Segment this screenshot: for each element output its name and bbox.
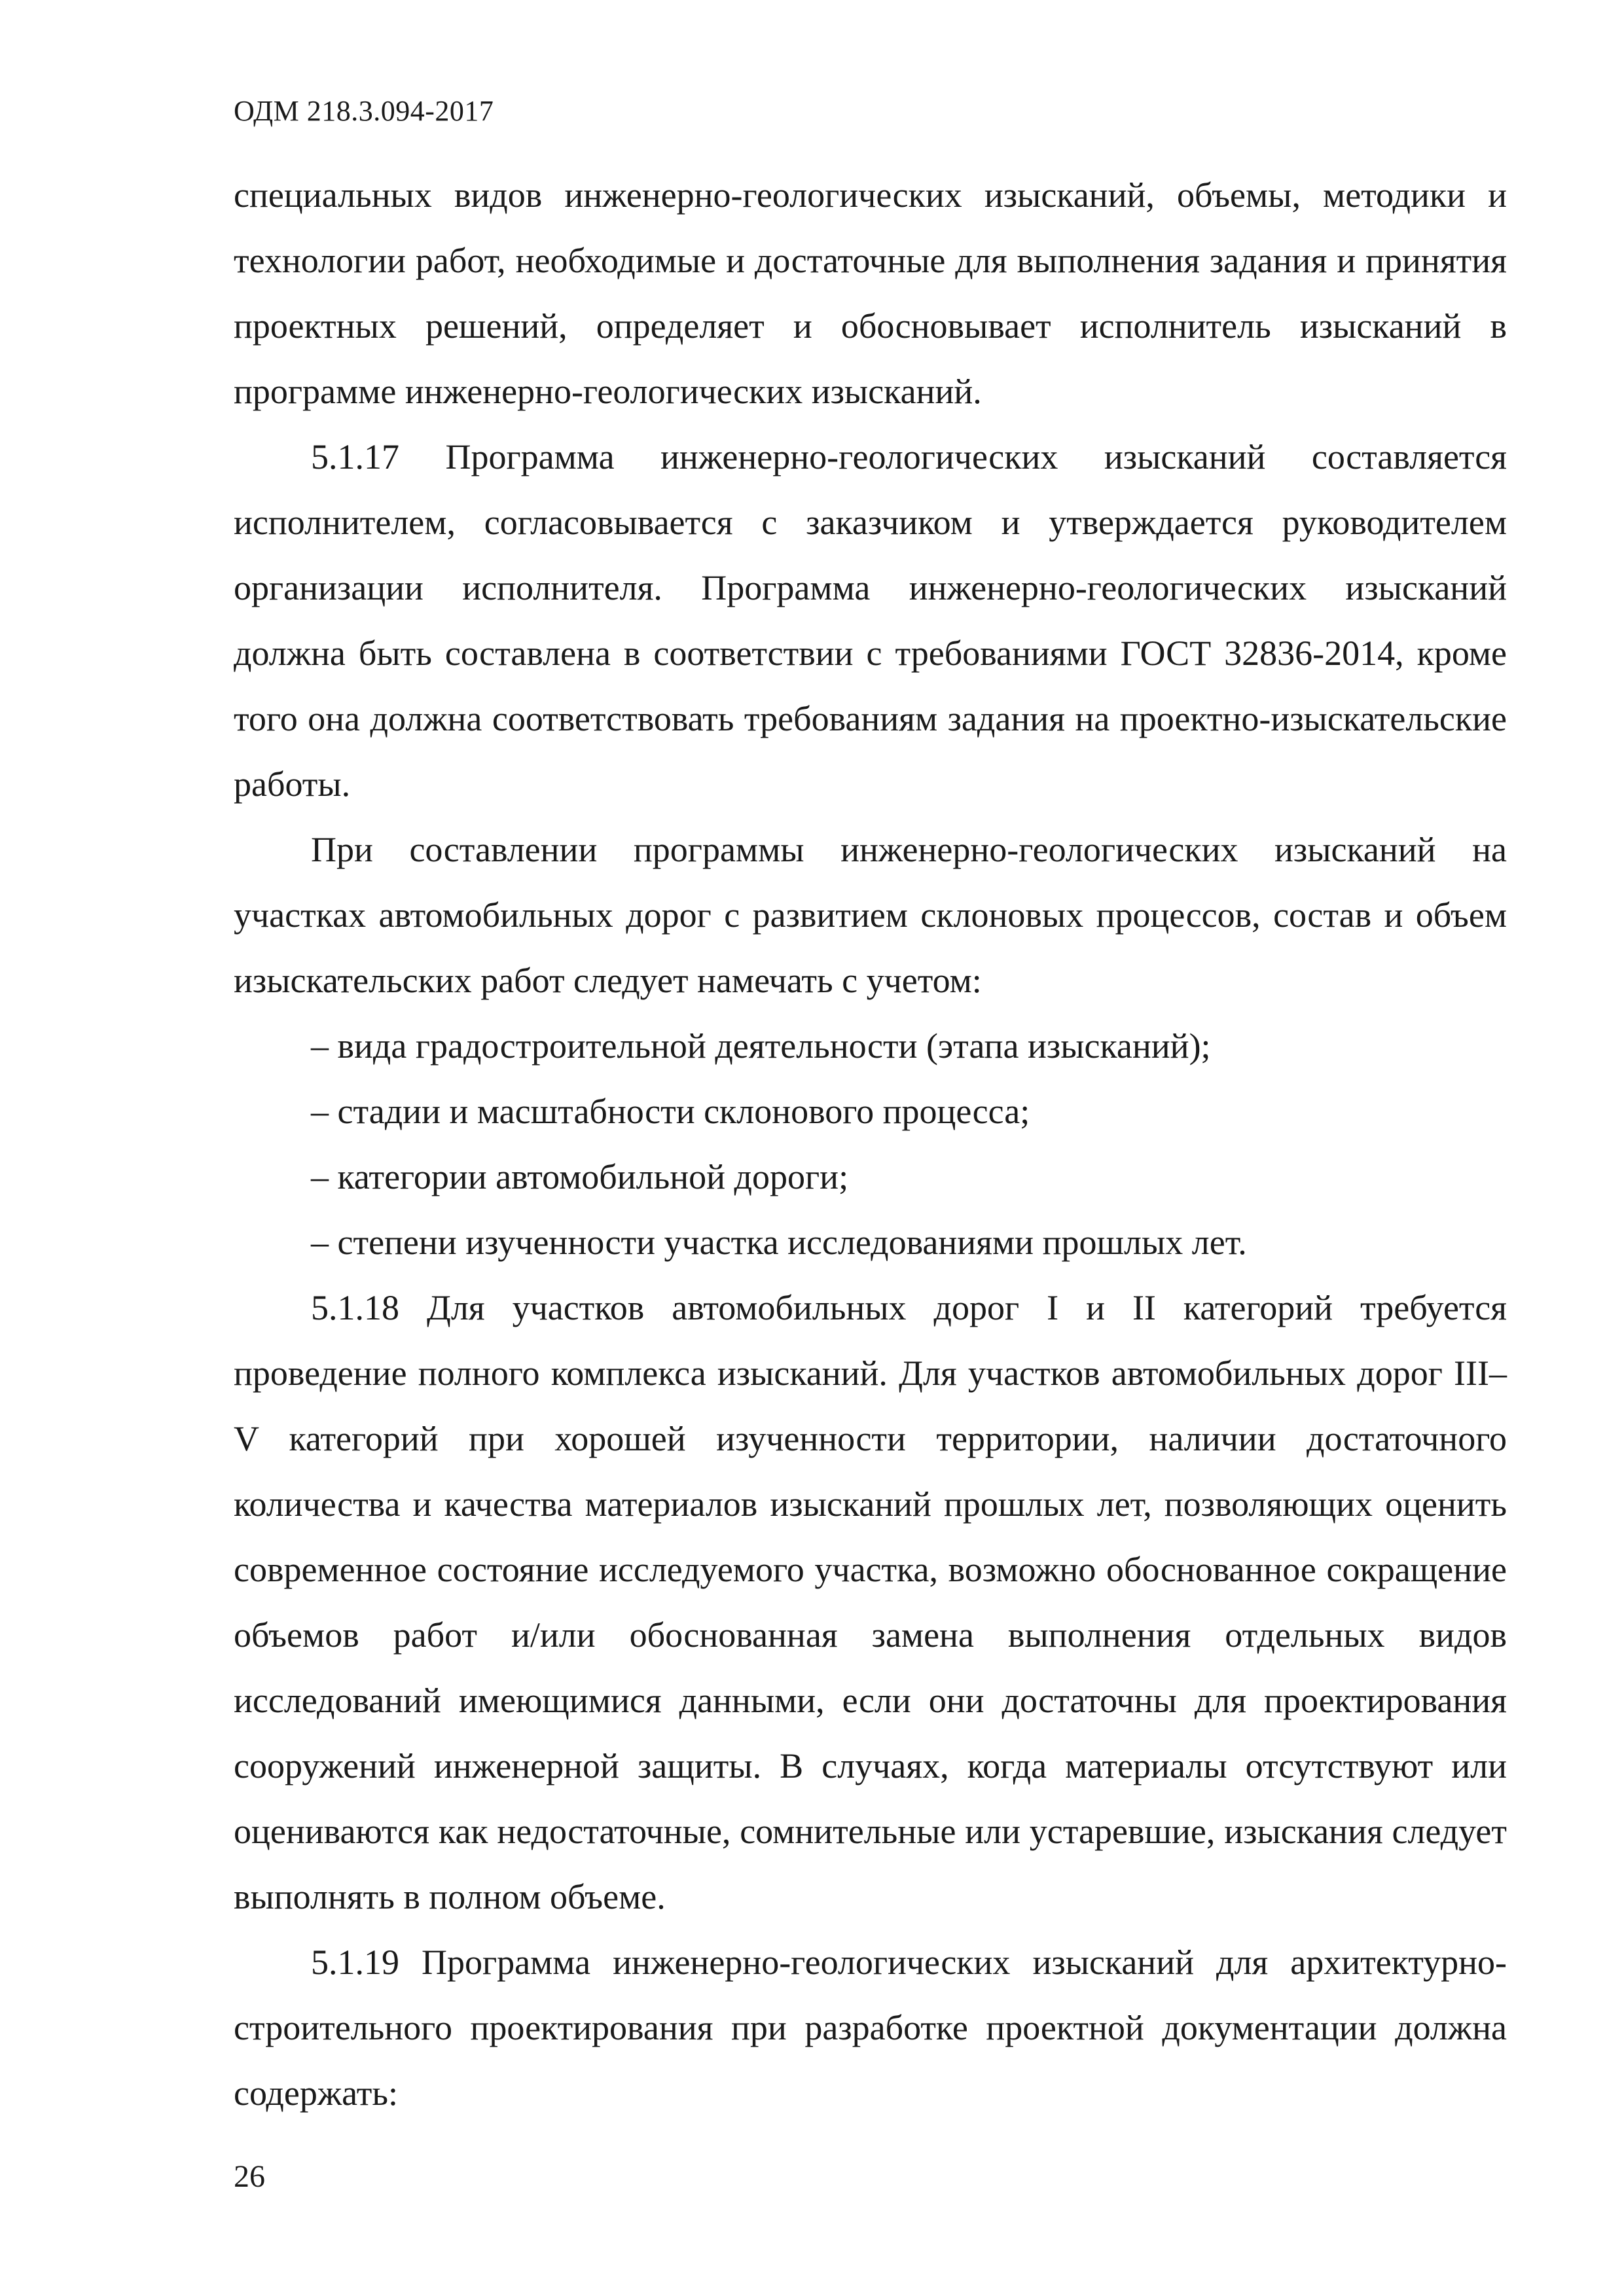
- paragraph-5-1-18: 5.1.18 Для участков автомобильных дорог I и II категорий требуется проведение полного комплекса изысканий. Для участков автомобильных дорог III–V категорий при хорошей изученности территории, наличии достаточного количества и качества материалов изысканий прошлых лет, позволяющих оценить современное состояние исследуемого участка, возможно обоснованное сокращение объемов работ и/или обоснованная замена выполнения отдельных видов исследований имеющимися данными, если они достаточны для проектирования сооружений инженерной защиты. В случаях, когда материалы отсутствуют или оцениваются как недостаточные, сомнительные или устаревшие, изыскания следует выполнять в полном объеме.: [234, 1288, 1507, 1916]
- list-item: – стадии и масштабности склонового процесса;: [311, 1092, 1030, 1131]
- document-body: [234, 162, 1507, 2126]
- paragraph-slope-processes: При составлении программы инженерно-геологических изысканий на участках автомобильных дорог с развитием склоновых процессов, состав и объем изыскательских работ следует намечать с учетом:: [234, 830, 1507, 1000]
- paragraph-5-1-19: 5.1.19 Программа инженерно-геологических изысканий для архитектурно-строительного проектирования при разработке проектной документации должна содержать:: [234, 1943, 1507, 2113]
- list-item: – вида градостроительной деятельности (этапа изысканий);: [311, 1026, 1211, 1066]
- page-number: 26: [234, 2159, 265, 2194]
- paragraph-5-1-17: 5.1.17 Программа инженерно-геологических изысканий составляется исполнителем, согласовывается с заказчиком и утверждается руководителем организации исполнителя. Программа инженерно-геологических изысканий должна быть составлена в соответствии с требованиями ГОСТ 32836-2014, кроме того она должна соответствовать требованиям задания на проектно-изыскательские работы.: [234, 437, 1507, 804]
- document-code-header: ОДМ 218.3.094-2017: [234, 95, 494, 127]
- list-item: – степени изученности участка исследованиями прошлых лет.: [311, 1223, 1247, 1262]
- list-item: – категории автомобильной дороги;: [311, 1157, 849, 1196]
- paragraph-continuation: специальных видов инженерно-геологических изысканий, объемы, методики и технологии работ, необходимые и достаточные для выполнения задания и принятия проектных решений, определяет и обосновывает исполнитель изысканий в программе инженерно-геологических изысканий.: [234, 175, 1507, 411]
